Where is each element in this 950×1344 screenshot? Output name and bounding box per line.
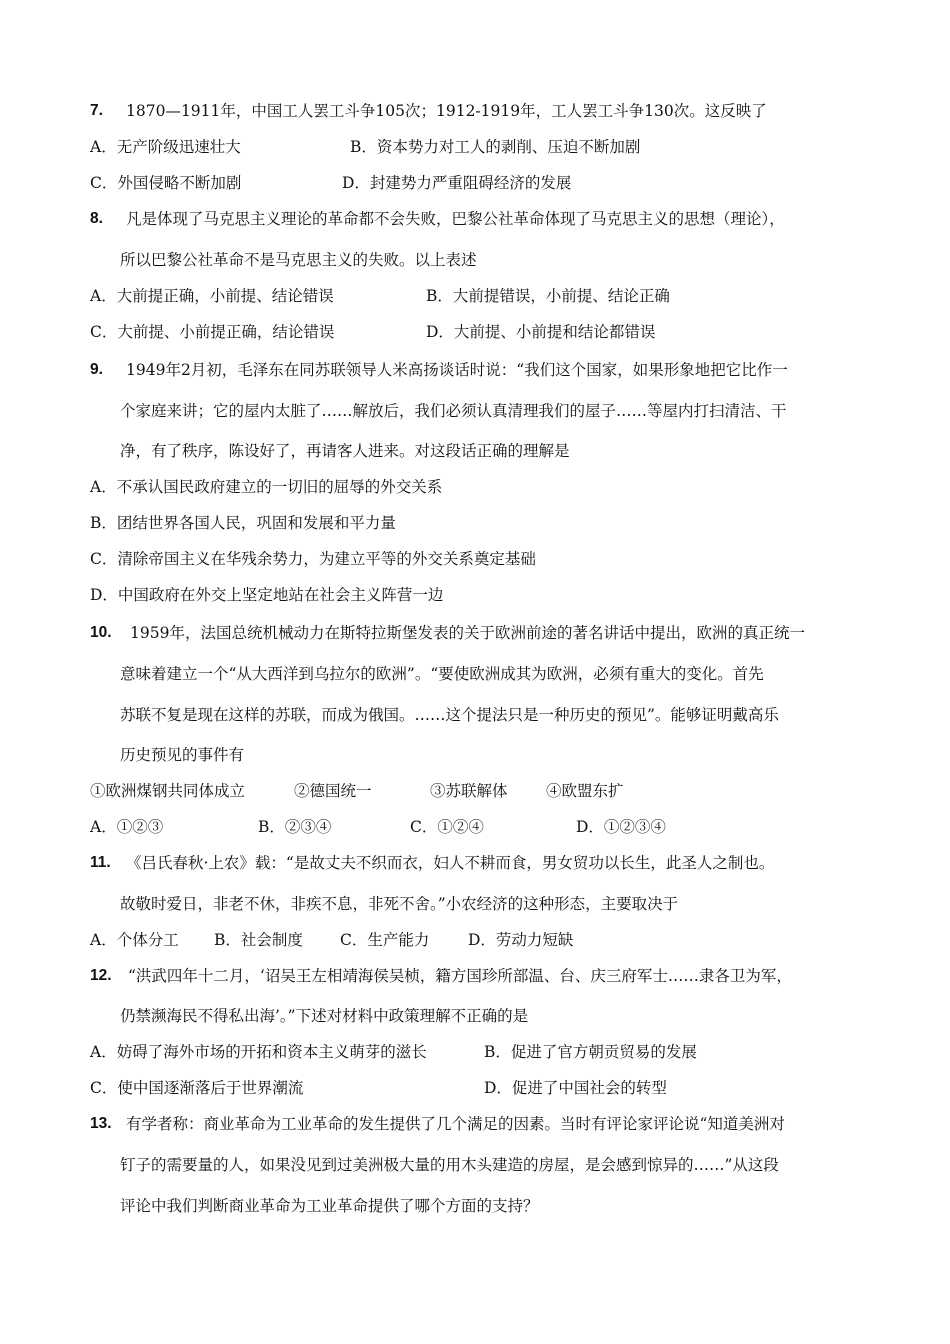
question-9-stem-line-1: 1949年2月初，毛泽东在同苏联领导人米高扬谈话时说：“我们这个国家，如果形象地把它比作一 xyxy=(126,361,788,379)
question-11-option-d: D．劳动力短缺 xyxy=(468,931,574,949)
question-13-stem-line-1: 有学者称：商业革命为工业革命的发生提供了几个满足的因素。当时有评论家评论说“知道美洲对 xyxy=(126,1115,785,1133)
question-12-option-c: C．使中国逐渐落后于世界潮流 xyxy=(90,1079,304,1097)
question-11-option-a: A．个体分工 xyxy=(90,931,179,949)
question-10-option-c: C．①②④ xyxy=(410,818,484,836)
question-8-option-d: D．大前提、小前提和结论都错误 xyxy=(426,323,656,341)
question-13-stem-line-2: 钉子的需要量的人，如果没见到过美洲极大量的用木头建造的房屋，是会感到惊异的……”从这段 xyxy=(120,1156,779,1174)
question-11-option-b: B．社会制度 xyxy=(214,931,303,949)
question-10-option-d: D．①②③④ xyxy=(576,818,666,836)
question-10-item-2: ②德国统一 xyxy=(294,782,372,800)
question-7-option-a: A．无产阶级迅速壮大 xyxy=(90,138,241,156)
question-10-stem-line-4: 历史预见的事件有 xyxy=(120,746,245,764)
question-7-option-d: D．封建势力严重阻碍经济的发展 xyxy=(342,174,572,192)
question-12-option-d: D．促进了中国社会的转型 xyxy=(484,1079,667,1097)
question-10-option-b: B．②③④ xyxy=(258,818,332,836)
question-11-stem-line-2: 故敬时爱日，非老不休，非疾不息，非死不舍。”小农经济的这种形态，主要取决于 xyxy=(120,895,679,913)
question-8-option-b: B．大前提错误，小前提、结论正确 xyxy=(426,287,670,305)
question-9-stem-line-3: 净，有了秩序，陈设好了，再请客人进来。对这段话正确的理解是 xyxy=(120,442,570,460)
question-13-stem-line-3: 评论中我们判断商业革命为工业革命提供了哪个方面的支持？ xyxy=(120,1197,539,1215)
question-7-option-b: B．资本势力对工人的剥削、压迫不断加剧 xyxy=(350,138,641,156)
question-12-stem-line-1: “洪武四年十二月，‘诏吴王左相靖海侯吴桢，籍方国珍所部温、台、庆三府军士……隶各卫为军， xyxy=(128,967,792,985)
question-11-option-c: C．生产能力 xyxy=(340,931,430,949)
question-8-number: 8. xyxy=(90,210,103,227)
question-9-option-a: A．不承认国民政府建立的一切旧的屈辱的外交关系 xyxy=(90,478,443,496)
question-12-stem-line-2: 仍禁濒海民不得私出海’。”下述对材料中政策理解不正确的是 xyxy=(120,1007,529,1025)
question-12-number: 12. xyxy=(90,967,112,984)
question-10-option-a: A．①②③ xyxy=(90,818,164,836)
question-7-number: 7. xyxy=(90,102,103,119)
question-9-stem-line-2: 个家庭来讲；它的屋内太脏了……解放后，我们必须认真清理我们的屋子……等屋内打扫清洁、干 xyxy=(120,402,787,420)
question-10-item-3: ③苏联解体 xyxy=(430,782,508,800)
question-12-option-b: B．促进了官方朝贡贸易的发展 xyxy=(484,1043,697,1061)
question-10-stem-line-1: 1959年，法国总统机械动力在斯特拉斯堡发表的关于欧洲前途的著名讲话中提出，欧洲的真正统一 xyxy=(130,624,805,642)
question-8-stem-line-2: 所以巴黎公社革命不是马克思主义的失败。以上表述 xyxy=(120,251,477,269)
question-8-option-a: A．大前提正确，小前提、结论错误 xyxy=(90,287,334,305)
question-7-option-c: C．外国侵略不断加剧 xyxy=(90,174,242,192)
question-12-option-a: A．妨碍了海外市场的开拓和资本主义萌芽的滋长 xyxy=(90,1043,427,1061)
question-11-number: 11. xyxy=(90,854,111,871)
question-10-number: 10. xyxy=(90,624,112,641)
question-10-item-1: ①欧洲煤钢共同体成立 xyxy=(90,782,246,800)
question-7-stem: 1870—1911年，中国工人罢工斗争105次；1912-1919年，工人罢工斗争130次。这反映了 xyxy=(126,102,767,120)
question-9-option-d: D．中国政府在外交上坚定地站在社会主义阵营一边 xyxy=(90,586,444,604)
question-8-stem-line-1: 凡是体现了马克思主义理论的革命都不会失败，巴黎公社革命体现了马克思主义的思想（理论）， xyxy=(126,210,785,228)
question-10-stem-line-2: 意味着建立一个“从大西洋到乌拉尔的欧洲”。“要使欧洲成其为欧洲，必须有重大的变化。首先 xyxy=(120,665,764,683)
question-10-stem-line-3: 苏联不复是现在这样的苏联，而成为俄国。……这个提法只是一种历史的预见”。能够证明戴高乐 xyxy=(120,706,779,724)
question-11-stem-line-1: 《吕氏春秋·上农》载：“是故丈夫不织而衣，妇人不耕而食，男女贸功以长生，此圣人之制也。 xyxy=(126,854,775,872)
question-8-option-c: C．大前提、小前提正确，结论错误 xyxy=(90,323,335,341)
question-9-option-c: C．清除帝国主义在华残余势力，为建立平等的外交关系奠定基础 xyxy=(90,550,536,568)
question-10-item-4: ④欧盟东扩 xyxy=(546,782,624,800)
question-9-number: 9. xyxy=(90,361,103,378)
question-9-option-b: B．团结世界各国人民，巩固和发展和平力量 xyxy=(90,514,396,532)
question-13-number: 13. xyxy=(90,1115,112,1132)
